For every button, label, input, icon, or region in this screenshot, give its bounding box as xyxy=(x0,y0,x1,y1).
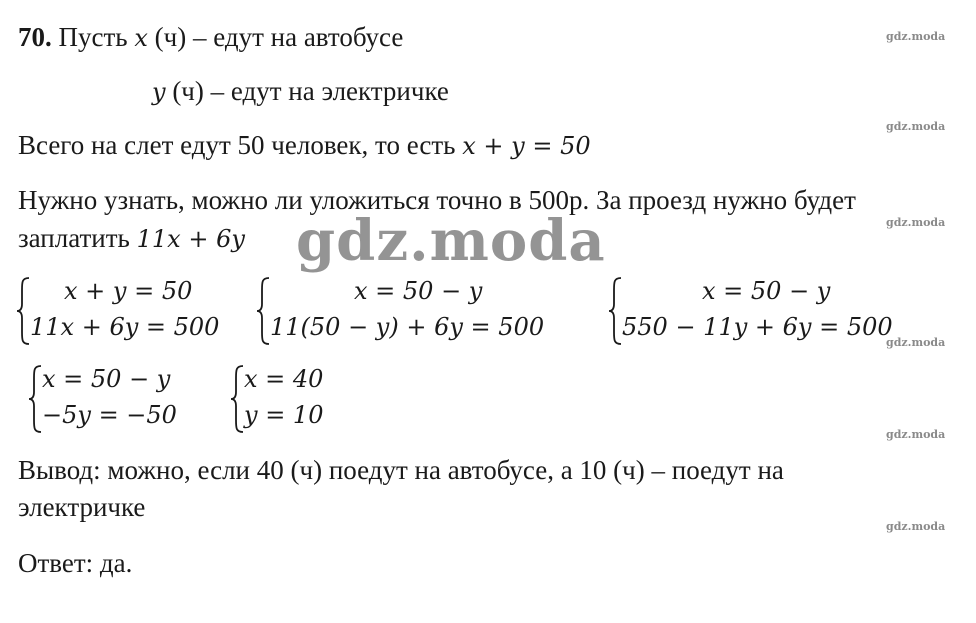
need-line-2 xyxy=(18,221,245,256)
system-4-row-2: −5y = −50 xyxy=(42,401,177,429)
total-line xyxy=(18,128,591,163)
variable-y: y xyxy=(152,78,166,106)
system-3-row-2: 550 − 11y + 6y = 500 xyxy=(622,313,893,341)
unit-bus: (ч) – едут на автобусе xyxy=(154,22,404,52)
need-text-2: заплатить xyxy=(18,223,130,253)
problem-number: 70. xyxy=(18,22,52,52)
system-2-row-1: x = 50 − y xyxy=(354,277,483,305)
intro-word: Пусть xyxy=(58,22,128,52)
unit-train: (ч) – едут на электричке xyxy=(172,76,449,106)
watermark-small: gdz.moda xyxy=(886,336,946,349)
watermark-small: gdz.moda xyxy=(886,216,946,229)
system-1-row-2: 11x + 6y = 500 xyxy=(30,313,220,341)
problem-intro-line xyxy=(18,20,403,55)
brace-icon xyxy=(256,276,270,346)
total-equation: x + y = 50 xyxy=(462,132,591,160)
answer-line: Ответ: да. xyxy=(18,548,133,578)
system-2-row-2: 11(50 − y) + 6y = 500 xyxy=(270,313,545,341)
cost-expression: 11x + 6y xyxy=(136,225,245,253)
brace-icon xyxy=(16,276,30,346)
conclusion-line-2: электричке xyxy=(18,492,146,522)
variable-x: x xyxy=(134,24,148,52)
system-4-row-1: x = 50 − y xyxy=(42,365,171,393)
equation-system-5 xyxy=(230,364,360,434)
watermark-small: gdz.moda xyxy=(886,428,946,441)
system-1-row-1: x + y = 50 xyxy=(64,277,193,305)
conclusion-line-1: Вывод: можно, если 40 (ч) поедут на автобусе, а 10 (ч) – поедут на xyxy=(18,455,784,485)
equation-system-1 xyxy=(16,276,256,346)
equation-system-4 xyxy=(28,364,218,434)
system-5-row-1: x = 40 xyxy=(244,365,324,393)
watermark-small: gdz.moda xyxy=(886,120,946,133)
watermark-large: gdz.moda xyxy=(296,208,606,274)
watermark-small: gdz.moda xyxy=(886,30,946,43)
brace-icon xyxy=(608,276,622,346)
equation-system-2 xyxy=(256,276,586,346)
total-text: Всего на слет едут 50 человек, то есть xyxy=(18,130,456,160)
brace-icon xyxy=(230,364,244,434)
variable-y-line xyxy=(152,74,449,109)
system-5-row-2: y = 10 xyxy=(244,401,324,429)
need-line-1: Нужно узнать, можно ли уложиться точно в 500р. За проезд нужно будет xyxy=(18,185,856,215)
watermark-small: gdz.moda xyxy=(886,520,946,533)
brace-icon xyxy=(28,364,42,434)
system-3-row-1: x = 50 − y xyxy=(702,277,831,305)
